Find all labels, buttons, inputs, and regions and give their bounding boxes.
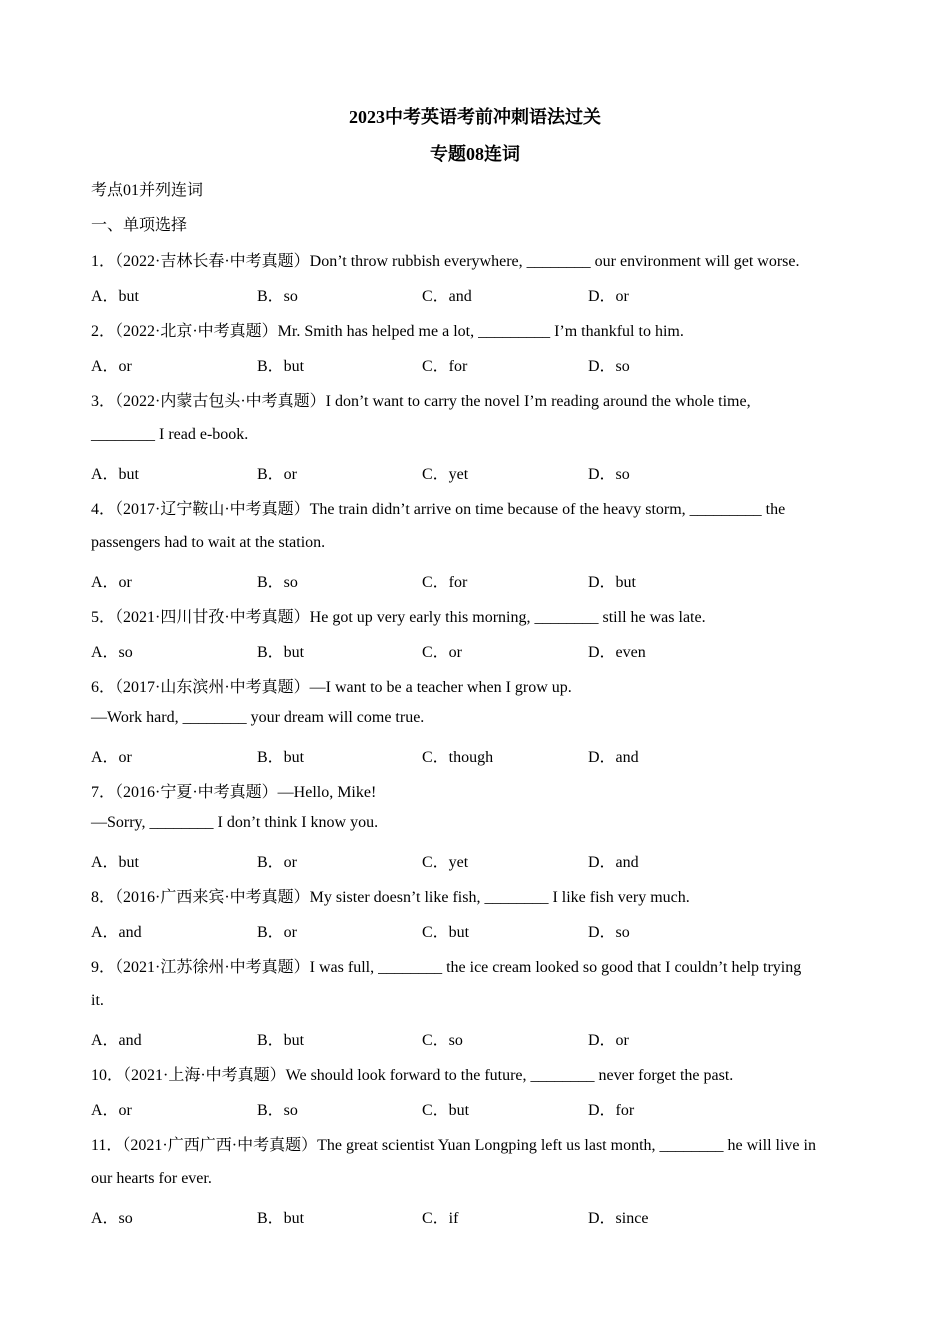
option-b: B．or xyxy=(257,466,298,483)
question-5-stem: 5．（2021·四川甘孜·中考真题）He got up very early this morning, ________ still he was late. xyxy=(91,609,706,626)
option-d: D．so xyxy=(588,924,630,941)
option-d: D．or xyxy=(588,1032,629,1049)
option-c: C．though xyxy=(422,749,494,766)
question-3-stem: 3．（2022·内蒙古包头·中考真题）I don’t want to carry the novel I’m reading around the whole time, xyxy=(91,393,751,410)
option-c: C．or xyxy=(422,644,463,661)
option-b: B．but xyxy=(257,1032,305,1049)
option-d: D．and xyxy=(588,854,639,871)
question-5-options xyxy=(91,639,791,663)
option-c: C．for xyxy=(422,574,468,591)
option-c: C．but xyxy=(422,924,470,941)
section-part-label: 一、单项选择 xyxy=(91,217,188,234)
question-8-stem: 8．（2016·广西来宾·中考真题）My sister doesn’t like fish, ________ I like fish very much. xyxy=(91,889,690,906)
option-b: B．or xyxy=(257,924,298,941)
option-a: A．so xyxy=(91,644,133,661)
option-d: D．for xyxy=(588,1102,635,1119)
question-7-stem-cont: —Sorry, ________ I don’t think I know you. xyxy=(91,814,379,831)
option-b: B．so xyxy=(257,288,298,305)
question-9-stem: 9．（2021·江苏徐州·中考真题）I was full, ________ the ice cream looked so good that I couldn’t help trying xyxy=(91,959,802,976)
option-c: C．for xyxy=(422,358,468,375)
option-c: C．and xyxy=(422,288,472,305)
option-b: B．but xyxy=(257,749,305,766)
option-d: D．so xyxy=(588,358,630,375)
page-subtitle: 专题08连词 xyxy=(430,144,520,164)
question-6-stem-cont: —Work hard, ________ your dream will come true. xyxy=(91,709,425,726)
question-6-options xyxy=(91,744,791,768)
question-11-stem-cont: our hearts for ever. xyxy=(91,1170,212,1187)
option-c: C．but xyxy=(422,1102,470,1119)
option-a: A．or xyxy=(91,1102,132,1119)
option-a: A．or xyxy=(91,358,132,375)
option-d: D．even xyxy=(588,644,646,661)
option-c: C．yet xyxy=(422,854,469,871)
option-b: B．so xyxy=(257,1102,298,1119)
question-3-stem-cont: ________ I read e-book. xyxy=(91,426,249,443)
question-11-options xyxy=(91,1205,791,1229)
option-c: C．so xyxy=(422,1032,463,1049)
option-d: D．since xyxy=(588,1210,649,1227)
question-4-stem-cont: passengers had to wait at the station. xyxy=(91,534,326,551)
question-4-stem: 4．（2017·辽宁鞍山·中考真题）The train didn’t arrive on time because of the heavy storm, _________ the xyxy=(91,501,786,518)
option-d: D．so xyxy=(588,466,630,483)
question-10-stem: 10．（2021·上海·中考真题）We should look forward to the future, ________ never forget the past. xyxy=(91,1067,734,1084)
question-11-stem: 11．（2021·广西广西·中考真题）The great scientist Yuan Longping left us last month, ________ he will live in xyxy=(91,1137,816,1154)
option-b: B．so xyxy=(257,574,298,591)
option-b: B．but xyxy=(257,358,305,375)
question-2-options xyxy=(91,353,791,377)
option-a: A．and xyxy=(91,924,142,941)
question-7-stem: 7．（2016·宁夏·中考真题）—Hello, Mike! xyxy=(91,784,377,801)
option-a: A．but xyxy=(91,288,140,305)
question-10-options xyxy=(91,1097,791,1121)
question-2-stem: 2．（2022·北京·中考真题）Mr. Smith has helped me a lot, _________ I’m thankful to him. xyxy=(91,323,684,340)
option-a: A．or xyxy=(91,749,132,766)
question-4-options xyxy=(91,569,791,593)
question-7-options xyxy=(91,849,791,873)
option-a: A．but xyxy=(91,854,140,871)
section-point-label: 考点01并列连词 xyxy=(91,182,204,199)
page-title: 2023中考英语考前冲刺语法过关 xyxy=(349,107,601,127)
option-a: A．but xyxy=(91,466,140,483)
option-c: C．if xyxy=(422,1210,459,1227)
question-9-stem-cont: it. xyxy=(91,992,104,1009)
option-c: C．yet xyxy=(422,466,469,483)
option-d: D．but xyxy=(588,574,637,591)
option-b: B．but xyxy=(257,1210,305,1227)
option-b: B．but xyxy=(257,644,305,661)
option-d: D．and xyxy=(588,749,639,766)
question-6-stem: 6．（2017·山东滨州·中考真题）—I want to be a teacher when I grow up. xyxy=(91,679,572,696)
option-a: A．or xyxy=(91,574,132,591)
option-d: D．or xyxy=(588,288,629,305)
question-9-options xyxy=(91,1027,791,1051)
question-1-options xyxy=(91,283,791,307)
option-b: B．or xyxy=(257,854,298,871)
option-a: A．so xyxy=(91,1210,133,1227)
question-1-stem: 1．（2022·吉林长春·中考真题）Don’t throw rubbish everywhere, ________ our environment will get worse. xyxy=(91,253,800,270)
option-a: A．and xyxy=(91,1032,142,1049)
question-3-options xyxy=(91,461,791,485)
question-8-options xyxy=(91,919,791,943)
